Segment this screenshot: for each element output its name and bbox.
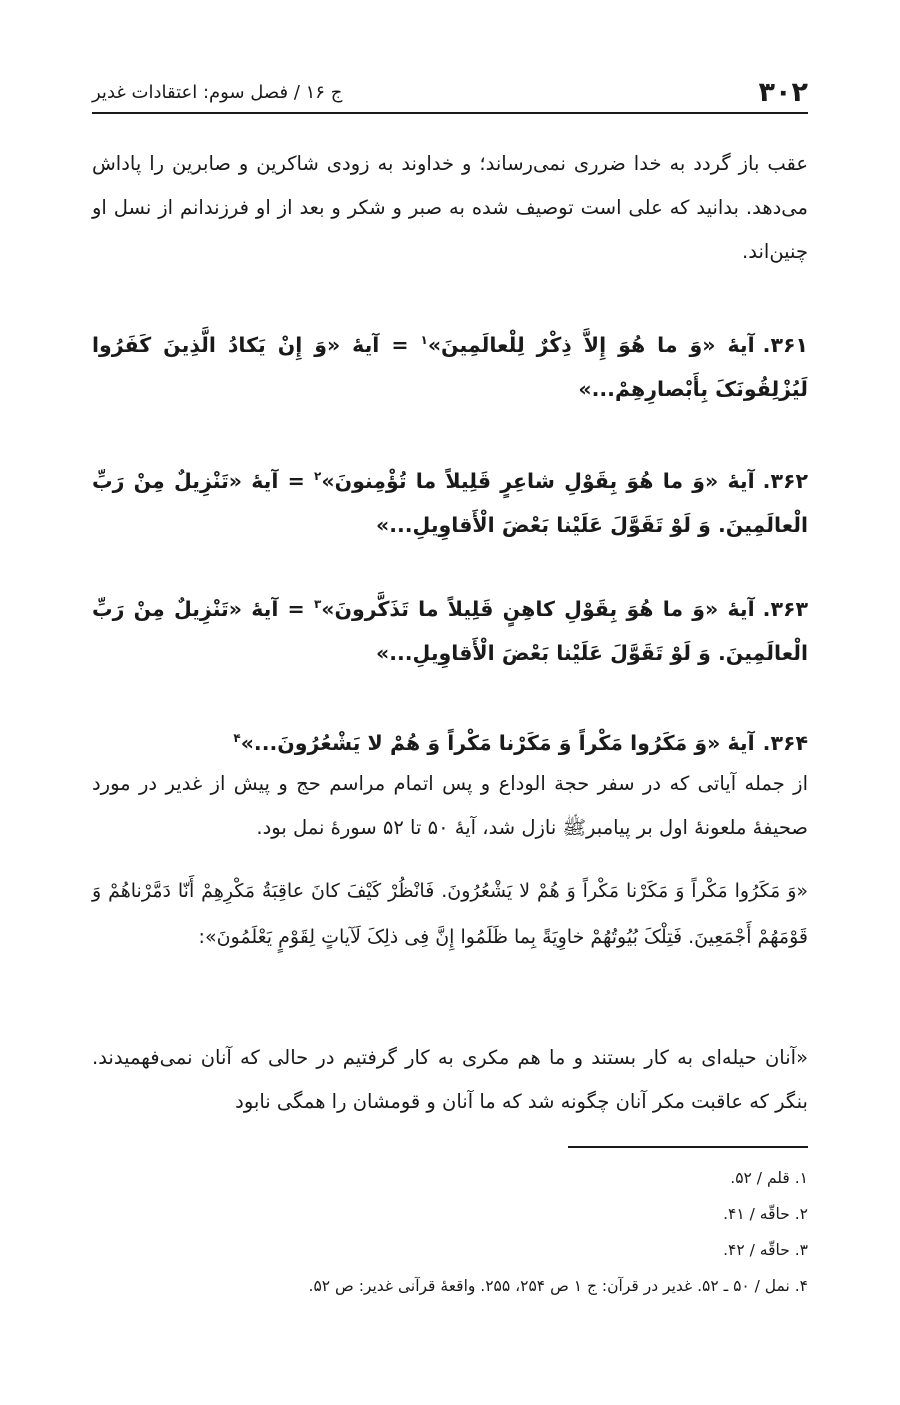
running-title: ج ۱۶ / فصل سوم: اعتقادات غدیر <box>92 81 343 103</box>
quran-quote: «وَ مَکَرُوا مَکْراً وَ مَکَرْنا مَکْراً وَ هُمْ لا یَشْعُرُونَ. فَانْظُرْ کَیْفَ کانَ عاقِبَةُ مَکْرِهِمْ أَنّا دَمَّرْناهُمْ وَ قَوْمَهُمْ أَجْمَعِینَ. فَتِلْکَ بُیُوتُهُمْ خاوِیَةً بِما ظَلَمُوا إِنَّ فِی ذلِکَ لَآیاتٍ لِقَوْمٍ یَعْلَمُونَ»: <box>92 880 808 948</box>
entry-364-heading <box>92 716 808 765</box>
entry-verse-equivalent: = آیهٔ «تَنْزِیلٌ مِنْ رَبِّ الْعالَمِینَ. وَ لَوْ تَقَوَّلَ عَلَیْنا بَعْضَ الْأَقاوِیلِ...» <box>92 596 808 665</box>
entry-number: ۳۶۱. <box>762 332 808 357</box>
footnote-1: ۱. قلم / ۵۲. <box>730 1169 808 1187</box>
paragraph-context: از جمله آیاتی که در سفر حجة الوداع و پس اتمام مراسم حج و پیش از غدیر در مورد صحیفهٔ ملعونهٔ اول بر پیامبرﷺ نازل شد، آیهٔ ۵۰ تا ۵۲ سورهٔ نمل بود. <box>92 772 808 839</box>
footnote-4: ۴. نمل / ۵۰ ـ ۵۲. غدیر در قرآن: ج ۱ ص ۲۵۴، ۲۵۵. واقعهٔ قرآنی غدیر: ص ۵۲. <box>308 1277 808 1295</box>
footnote-ref[interactable]: ۳ <box>313 597 322 611</box>
entry-verse: آیهٔ «وَ مَکَرُوا مَکْراً وَ مَکَرْنا مَکْراً وَ هُمْ لا یَشْعُرُونَ...» <box>240 730 755 755</box>
entry-verse: آیهٔ «وَ ما هُوَ بِقَوْلِ شاعِرٍ قَلِیلاً ما تُؤْمِنونَ» <box>321 468 755 493</box>
entry-verse: آیهٔ «وَ ما هُوَ إِلاَّ ذِکْرٌ لِلْعالَمِینَ» <box>427 332 755 357</box>
entry-362-heading <box>92 454 808 547</box>
footnote-3: ۳. حاقّه / ۴۲. <box>723 1241 808 1259</box>
footnote-divider <box>568 1146 808 1148</box>
page-number: ۳۰۲ <box>758 76 808 108</box>
entry-verse-equivalent: = آیهٔ «تَنْزِیلٌ مِنْ رَبِّ الْعالَمِینَ. وَ لَوْ تَقَوَّلَ عَلَیْنا بَعْضَ الْأَقاوِیلِ...» <box>92 468 808 537</box>
entry-363-heading <box>92 582 808 675</box>
paragraph-intro: عقب باز گردد به خدا ضرری نمی‌رساند؛ و خداوند به زودی شاکرین و صابرین را پاداش می‌دهد. بدانید که علی است توصیف شده به صبر و شکر و بعد از او فرزندانم از نسل او چنین‌اند. <box>92 152 808 263</box>
entry-verse: آیهٔ «وَ ما هُوَ بِقَوْلِ کاهِنٍ قَلِیلاً ما تَذَکَّرونَ» <box>321 596 755 621</box>
footnote-ref[interactable]: ۲ <box>314 469 322 483</box>
footnote-ref[interactable]: ۱ <box>420 333 428 347</box>
footnote-2: ۲. حاقّه / ۴۱. <box>723 1205 808 1223</box>
page-header <box>92 72 808 114</box>
footnote-ref[interactable]: ۴ <box>233 731 241 745</box>
entry-verse-equivalent: = آیهٔ «وَ إِنْ یَکادُ الَّذِینَ کَفَرُوا لَیُزْلِقُونَکَ بِأَبْصارِهِمْ...» <box>92 332 808 401</box>
entry-number: ۳۶۴. <box>762 730 808 755</box>
entry-361-heading <box>92 318 808 411</box>
footnotes-list <box>92 1160 808 1304</box>
entry-number: ۳۶۲. <box>762 468 808 493</box>
paragraph-translation: «آنان حیله‌ای به کار بستند و ما هم مکری به کار گرفتیم در حالی که آنان نمی‌فهمیدند. بنگر که عاقبت مکر آنان چگونه شد که ما آنان و قومشان را همگی نابود <box>92 1046 808 1113</box>
entry-number: ۳۶۳. <box>762 596 808 621</box>
